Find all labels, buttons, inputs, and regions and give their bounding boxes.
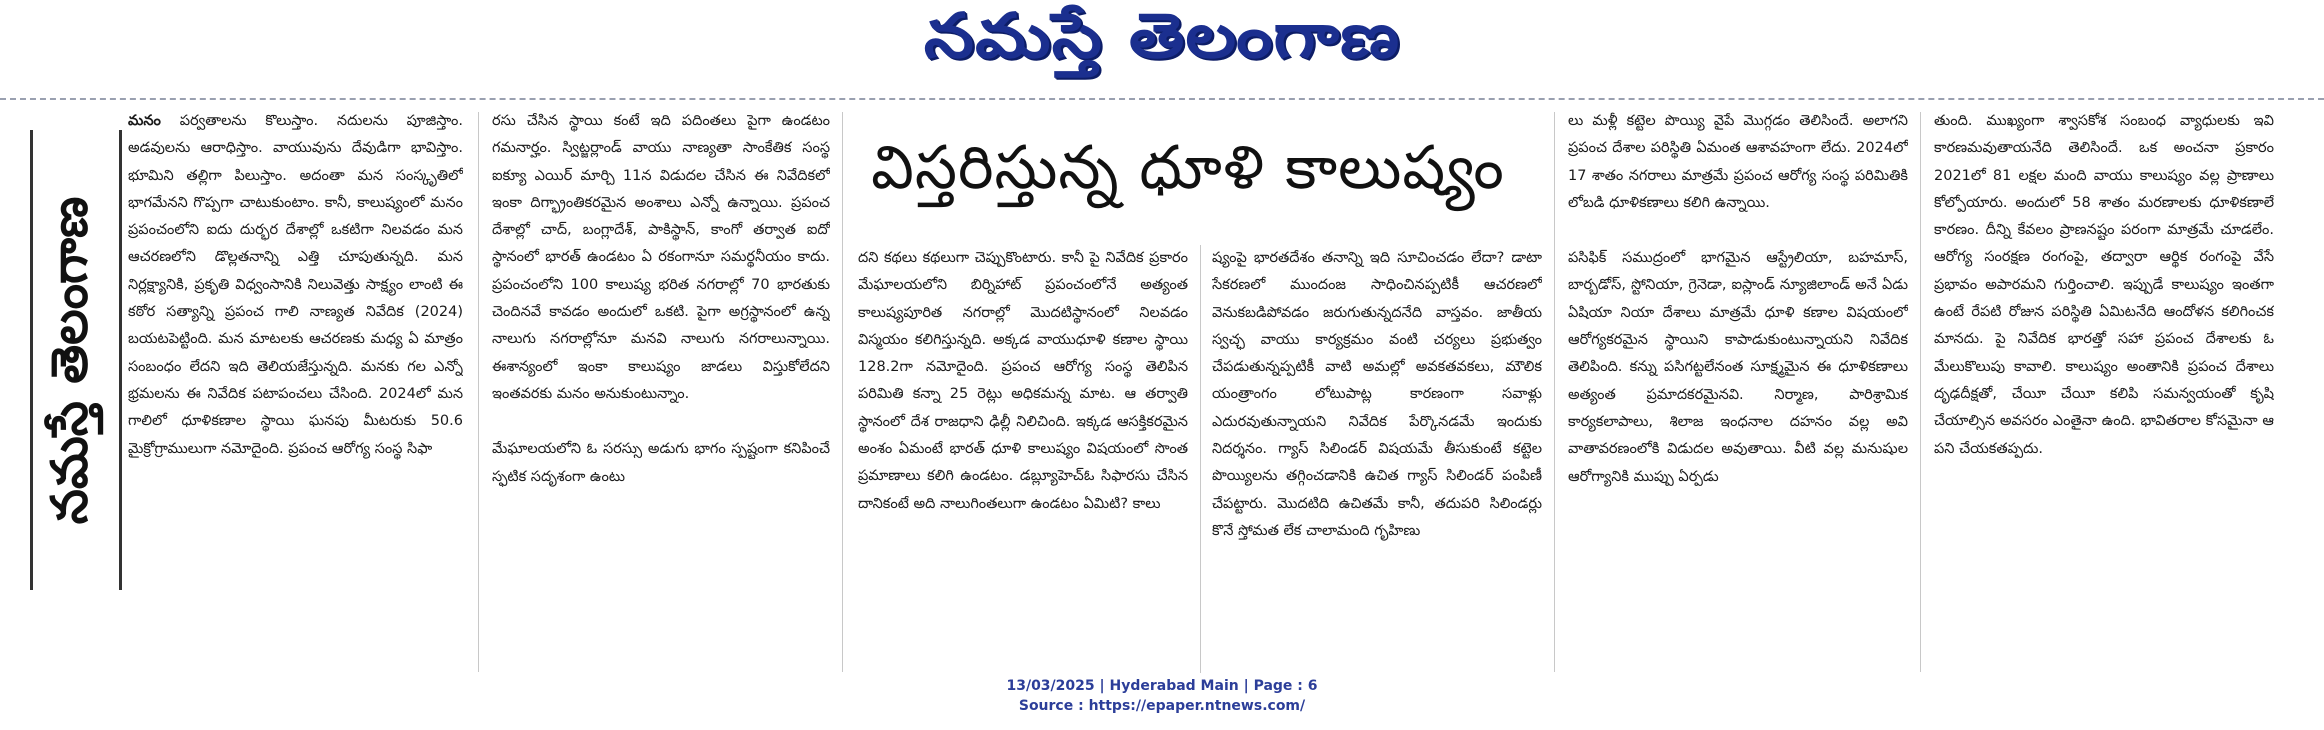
masthead-title: నమస్తే తెలంగాణ [923, 0, 1401, 72]
footer-source: Source : https://epaper.ntnews.com/ [1018, 698, 1306, 714]
column-6-text: తుంది. ముఖ్యంగా శ్వాసకోశ సంబంధ వ్యాధులకు ఇవి కారణమవుతాయనేది తెలిసిందే. ఒక అంచనా ప్రకారం 2021లో 81 లక్షల మంది వాయు కాలుష్యం వల్ల ప్రాణాలు కోల్పోయారు. అందులో 58 శాతం మరణాలకు ధూళికణాలే కారణం. దీన్ని కేవలం ప్రాణనష్టం పరంగా మాత్రమే చూడలేం. ఆరోగ్య సంరక్షణ రంగంపై, తద్వారా ఆర్థిక రంగంపై వేసే ప్రభావం అపారమని గుర్తించాలి. ఇప్పుడే కాలుష్యం ఇంతగా ఉంటే రేపటి రోజున పరిస్థితి ఏమిటనేది ఆందోళన కలిగించక మానదు. పై నివేదిక భారత్తో సహా ప్రపంచ దేశాలకు ఓ మేలుకొలుపు కావాలి. కాలుష్యం అంతానికి ప్రపంచ దేశాలు దృఢదీక్షతో, చేయీ చేయీ కలిపి సమన్వయంతో కృషి చేయాల్సిన అవసరం ఎంతైనా ఉంది. భావితరాల కోసమైనా ఆ పని చేయకతప్పదు. [1934, 113, 2274, 457]
side-logo [30, 130, 122, 590]
article-column-4 [1212, 245, 1542, 673]
column-2-paragraph-1: రసు చేసిన స్థాయి కంటే ఇది పదింతలు పైగా ఉండటం గమనార్హం. స్విట్జర్లాండ్ వాయు నాణ్యతా సాంకేతిక సంస్థ ఐక్యూ ఎయిర్ మార్చి 11న విడుదల చేసిన ఈ నివేదికలో ఇంకా దిగ్భ్రాంతికరమైన అంశాలు ఎన్నో ఉన్నాయి. ప్రపంచ దేశాల్లో చాద్, బంగ్లాదేశ్, పాకిస్థాన్, కాంగో తర్వాత ఐదో స్థానంలో భారత్ ఉండటం ఏ రకంగానూ సమర్థనీయం కాదు. ప్రపంచంలోని 100 కాలుష్య భరిత నగరాల్లో 70 భారతుకు చెందినవే కావడం అందులో ఒకటి. పైగా అగ్రస్థానంలో ఉన్న నాలుగు నగరాల్లోనూ మనవి నాలుగు నగరాలున్నాయి. ఈశాన్యంలో ఇంకా కాలుష్యం జాడలు విస్తుకోలేదని ఇంతవరకు మనం అనుకుంటున్నాం. [492, 113, 830, 402]
column-3-text: దని కథలు కథలుగా చెప్పుకొంటారు. కానీ పై నివేదిక ప్రకారం మేఘాలయలోని బిర్నిహాట్ ప్రపంచంలోనే అత్యంత కాలుష్యపూరిత నగరాల్లో మొదటిస్థానంలో నిలవడం విస్మయం కలిగిస్తున్నది. అక్కడ వాయుధూళి కణాల స్థాయి 128.2గా నమోదైంది. ప్రపంచ ఆరోగ్య సంస్థ తెలిపిన పరిమితి కన్నా 25 రెట్లు అధికమన్న మాట. ఆ తర్వాతి స్థానంలో దేశ రాజధాని ఢిల్లీ నిలిచింది. ఇక్కడ ఆసక్తికరమైన అంశం ఏమంటే భారత్ ధూళి కాలుష్యం విషయంలో సొంత ప్రమాణాలు కలిగి ఉండటం. డబ్ల్యూహెచ్ఓ సిఫారసు చేసిన దానికంటే అది నాలుగింతలుగా ఉండటం ఏమిటి? కాలు [858, 250, 1188, 512]
column-1-text: పర్వతాలను కొలుస్తాం. నదులను పూజిస్తాం. అడవులను ఆరాధిస్తాం. వాయువును దేవుడిగా భావిస్తాం. భూమిని తల్లిగా పిలుస్తాం. అదంతా మన సంస్కృతిలో భాగమేనని గొప్పగా చాటుకుంటాం. కానీ, కాలుష్యంలో మనం ప్రపంచంలోని ఐదు దుర్భర దేశాల్లో ఒకటిగా నిలవడం మన ఆచరణలోని డొల్లతనాన్ని ఎత్తి చూపుతున్నది. మన నిర్లక్ష్యానికి, ప్రకృతి విధ్వంసానికి నిలువెత్తు సాక్ష్యం లాంటి ఈ కఠోర సత్యాన్ని ప్రపంచ గాలి నాణ్యత నివేదిక (2024) బయటపెట్టింది. మన మాటలకు ఆచరణకు మధ్య ఏ మాత్రం సంబంధం లేదని ఇది తెలియజేస్తున్నది. మనకు గల ఎన్నో భ్రమలను ఈ నివేదిక పటాపంచలు చేసింది. 2024లో మన గాలిలో ధూళికణాల స్థాయి ఘనపు మీటరుకు 50.6 మైక్రోగ్రాములుగా నమోదైంది. ప్రపంచ ఆరోగ్య సంస్థ సిఫా [128, 113, 463, 457]
footer-edition-info: 13/03/2025 | Hyderabad Main | Page : 6 [1006, 678, 1318, 694]
masthead [0, 0, 2324, 86]
article-column-5 [1568, 108, 1908, 673]
column-divider [842, 112, 843, 672]
headline-text: విస్తరిస్తున్న ధూళి కాలుష్యం [871, 133, 1505, 203]
column-2-paragraph-2: మేఘాలయలోని ఓ సరస్సు అడుగు భాగం స్పష్టంగా కనిపించే స్ఫటిక సదృశంగా ఉంటు [492, 441, 830, 485]
article-column-1 [128, 108, 463, 673]
column-4-text: ష్యంపై భారతదేశం తనాన్ని ఇది సూచించడం లేదా? డాటా సేకరణలో ముందంజ సాధించినప్పటికీ ఆచరణలో వెనుకబడిపోవడం జరుగుతున్నదనేది వాస్తవం. జాతీయ స్వచ్ఛ వాయు కార్యక్రమం వంటి చర్యలు ప్రభుత్వం చేపడుతున్నప్పటికీ వాటి అమల్లో అవకతవకలు, మౌలిక యంత్రాంగం లోటుపాట్ల కారణంగా సవాళ్లు ఎదురవుతున్నాయని నివేదిక పేర్కొనడమే ఇందుకు నిదర్శనం. గ్యాస్ సిలిండర్ విషయమే తీసుకుంటే కట్టెల పొయ్యిలను తగ్గించడానికి ఉచిత గ్యాస్ సిలిండర్ పంపిణీ చేపట్టారు. మొదటిది ఉచితమే కానీ, తదుపరి సిలిండర్లు కొనే స్తోమత లేక చాలామంది గృహిణు [1212, 250, 1542, 539]
article-headline [838, 120, 1538, 230]
article-column-6 [1934, 108, 2274, 673]
column-5-paragraph-2: పసిఫిక్ సముద్రంలో భాగమైన ఆస్ట్రేలియా, బహమాస్, బార్బడోస్, స్టోనియా, గ్రెనెడా, ఐస్లాండ్ న్యూజిలాండ్ అనే ఏడు ఏషియా నియా దేశాలు మాత్రమే ధూళి కణాల విషయంలో ఆరోగ్యకరమైన స్థాయిని కాపాడుకుంటున్నాయని నివేదిక తెలిపింది. కన్ను పసిగట్టలేనంత సూక్ష్మమైన ఈ ధూళికణాలు అత్యంత ప్రమాదకరమైనవి. నిర్మాణ, పారిశ్రామిక కార్యకలాపాలు, శిలాజ ఇంధనాల దహనం వల్ల అవి వాతావరణంలోకి విడుదల అవుతాయి. వీటి వల్ల మనుషుల ఆరోగ్యానికి ముప్పు ఏర్పడు [1568, 250, 1908, 485]
side-logo-text: నమస్తే తెలంగాణ [40, 196, 99, 524]
column-divider [1200, 245, 1201, 673]
column-divider [1920, 112, 1921, 672]
column-divider [1554, 112, 1555, 672]
column-divider [478, 112, 479, 672]
lead-word: మనం [128, 113, 161, 129]
article-column-3 [858, 245, 1188, 673]
article-column-2 [492, 108, 830, 673]
masthead-divider [0, 98, 2324, 100]
column-5-paragraph-1: లు మళ్లీ కట్టెల పొయ్యి వైపే మొగ్గడం తెలిసిందే. అలాగని ప్రపంచ దేశాల పరిస్థితి ఏమంత ఆశావహంగా లేదు. 2024లో 17 శాతం నగరాలు మాత్రమే ప్రపంచ ఆరోగ్య సంస్థ పరిమితికి లోబడి ధూళికణాలు కలిగి ఉన్నాయి. [1568, 113, 1908, 211]
